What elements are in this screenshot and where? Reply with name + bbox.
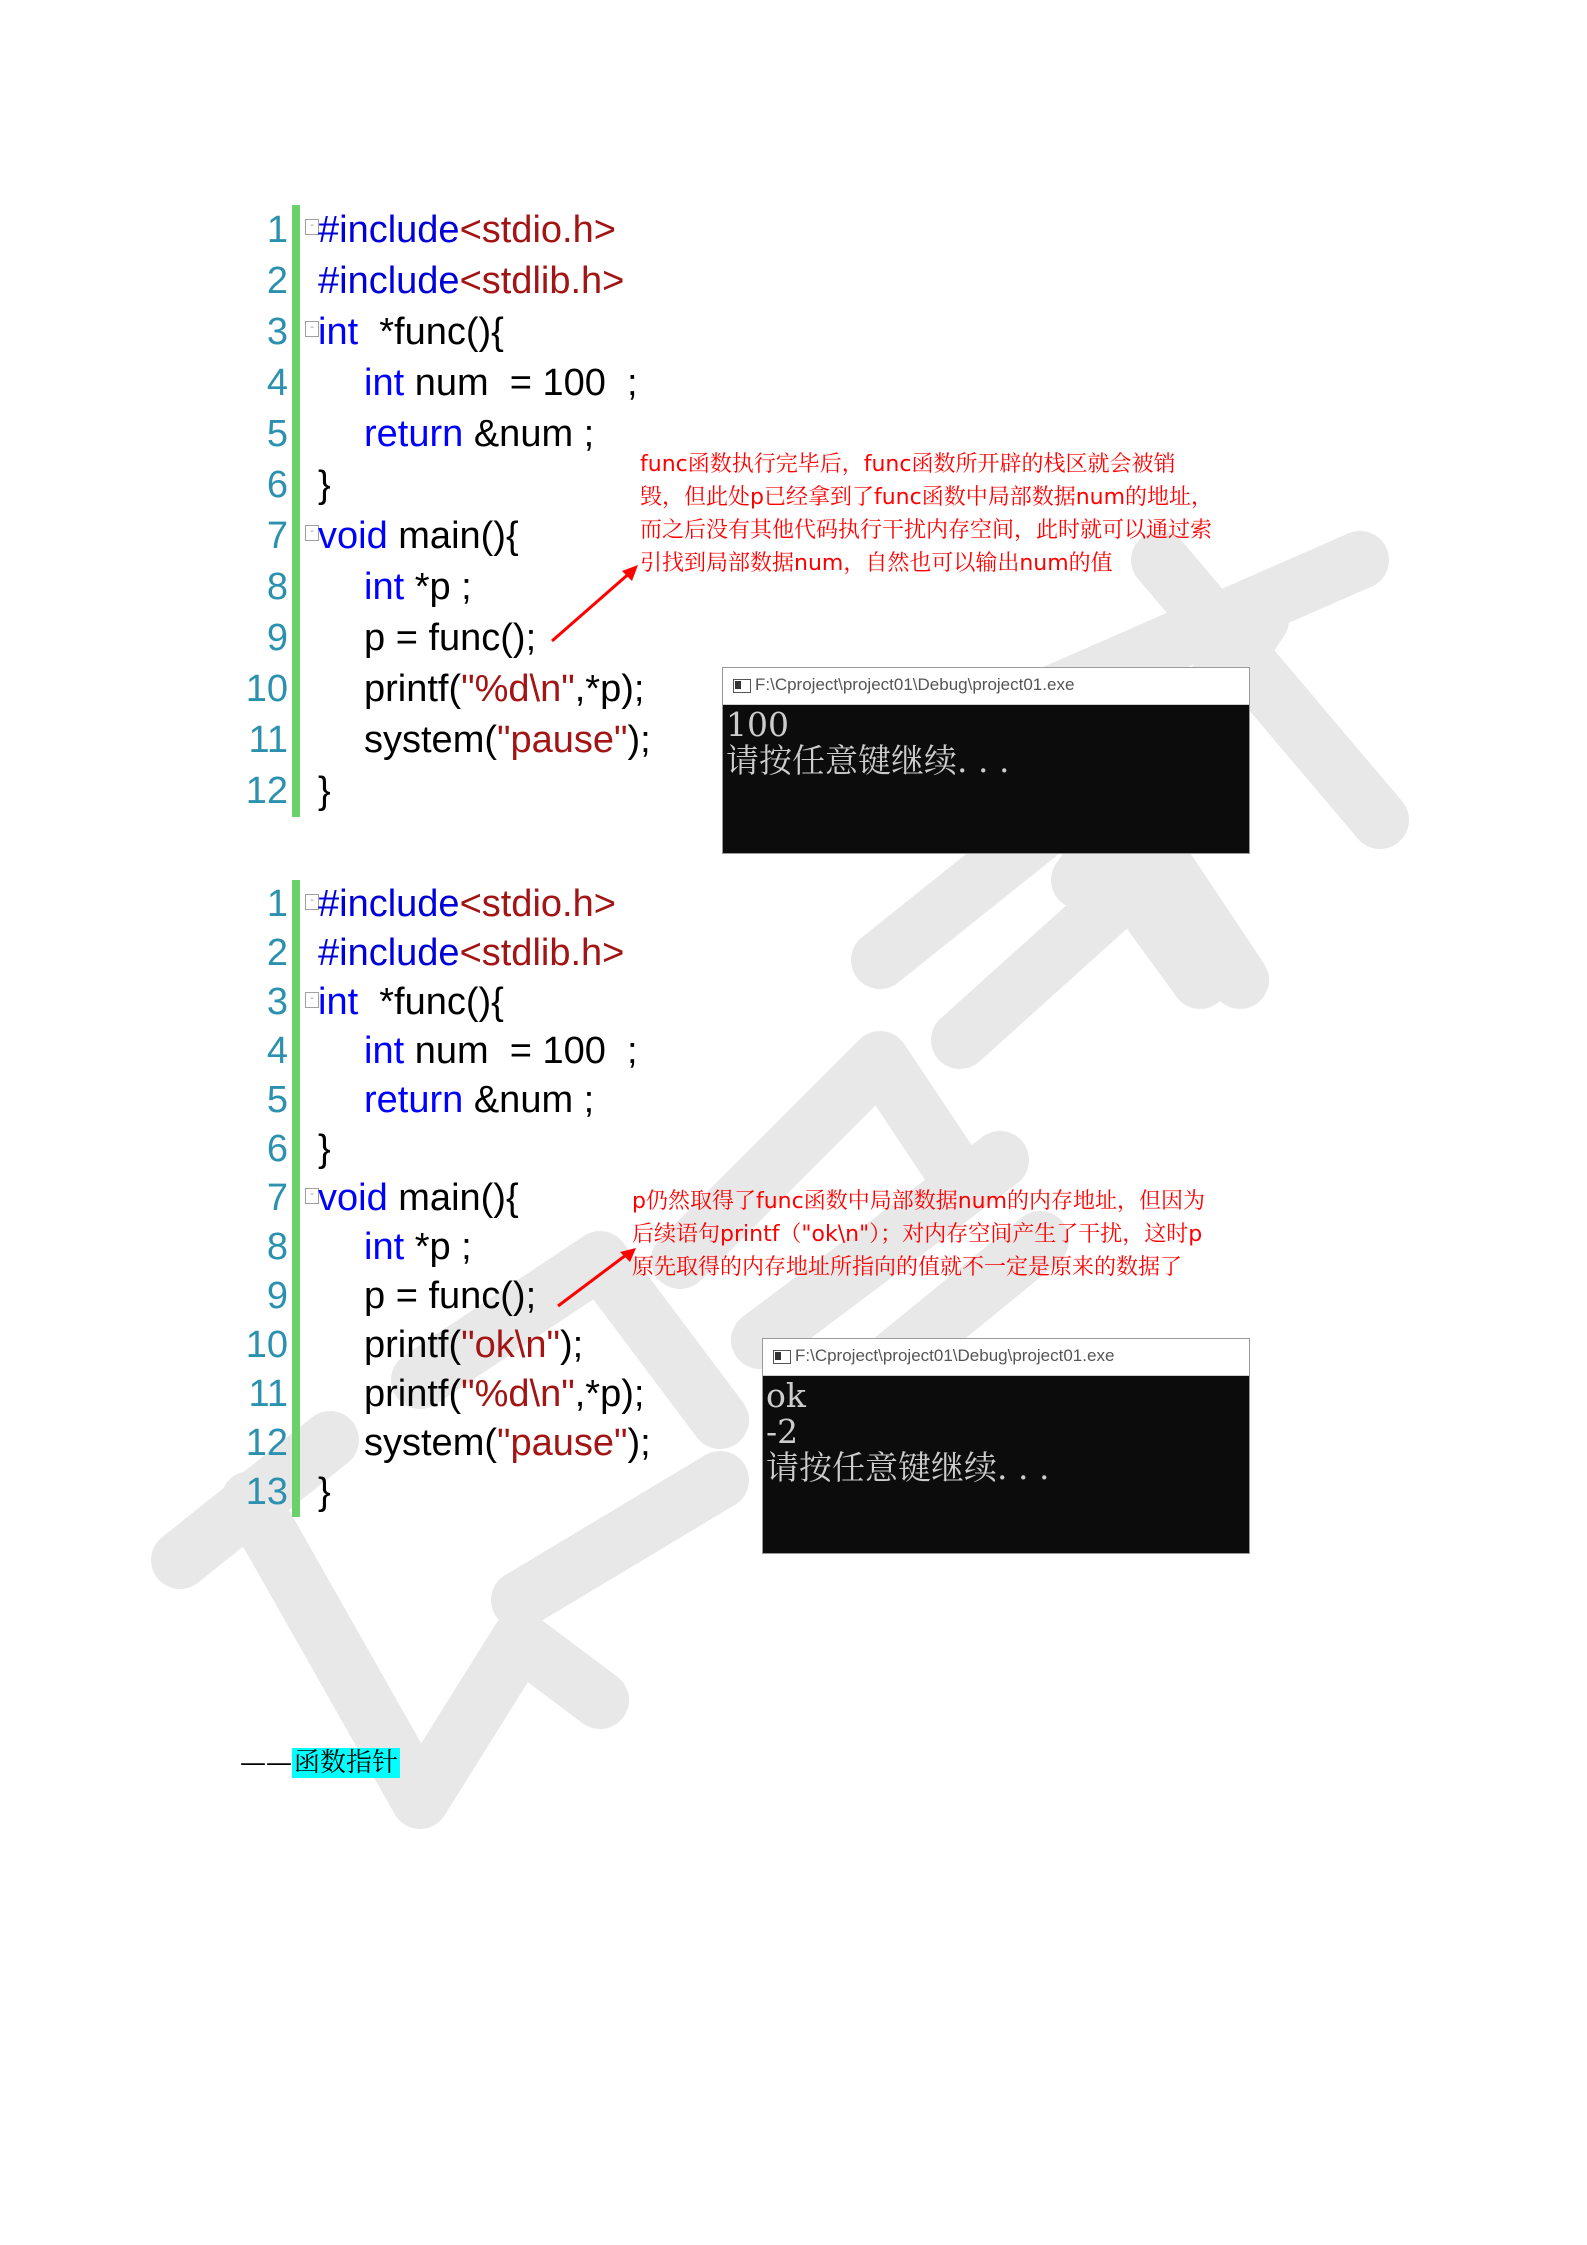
fold-toggle-icon[interactable]: - <box>305 219 319 235</box>
code-text <box>318 929 624 978</box>
code-text <box>364 1076 594 1125</box>
code-line <box>230 929 750 978</box>
heading-highlight-text: 函数指针 <box>294 1748 399 1778</box>
code-token: int <box>364 566 405 608</box>
code-token: *func(){ <box>358 981 504 1023</box>
line-number: 6 <box>266 464 288 506</box>
code-line <box>230 1027 750 1076</box>
console-output-line: 请按任意键继续. . . <box>726 741 1010 780</box>
code-token: <stdio.h> <box>459 209 616 251</box>
code-token: #include <box>318 883 460 925</box>
annotation-arrow-1 <box>540 555 650 655</box>
code-line <box>230 978 750 1027</box>
code-token: int <box>318 981 359 1023</box>
code-token: printf( <box>364 1324 462 1366</box>
code-text <box>318 511 519 562</box>
code-token: "pause" <box>497 1422 628 1464</box>
code-line <box>230 664 750 715</box>
code-token: int <box>318 311 359 353</box>
line-number: 2 <box>266 932 288 974</box>
code-line <box>230 256 750 307</box>
code-line <box>230 1321 750 1370</box>
code-token: int <box>364 1030 405 1072</box>
code-token: void <box>318 1177 388 1219</box>
code-text <box>364 562 472 613</box>
code-text <box>364 1370 644 1419</box>
fold-toggle-icon[interactable]: - <box>305 1188 319 1204</box>
line-number: 1 <box>266 883 288 925</box>
code-line <box>230 307 750 358</box>
code-token: *p ; <box>404 1226 472 1268</box>
code-text <box>364 1223 472 1272</box>
code-line <box>230 715 750 766</box>
console-output-line: 请按任意键继续. . . <box>766 1448 1050 1487</box>
code-token: #include <box>318 932 460 974</box>
fold-toggle-icon[interactable]: - <box>305 894 319 910</box>
code-line <box>230 880 750 929</box>
code-token: *func(){ <box>358 311 504 353</box>
code-text <box>318 205 616 256</box>
console-titlebar-2 <box>763 1339 1249 1376</box>
code-token: } <box>318 1471 331 1513</box>
code-token: return <box>364 1079 464 1121</box>
line-number: 12 <box>245 1422 288 1464</box>
code-text <box>318 460 331 511</box>
code-token: } <box>318 1128 331 1170</box>
section-heading <box>240 1745 400 1781</box>
code-token: #include <box>318 209 460 251</box>
console-output-line: 100 <box>726 705 789 744</box>
code-token: ,*p); <box>574 668 645 710</box>
code-line <box>230 358 750 409</box>
code-token: p = func(); <box>364 617 537 659</box>
annotation-1-text: func函数执行完毕后，func函数所开辟的栈区就会被销毁，但此处p已经拿到了func函数中局部数据num的地址，而之后没有其他代码执行干扰内存空间，此时就可以通过索引找到局部数据num，自然也可以输出num的值 <box>640 452 1214 576</box>
fold-toggle-icon[interactable]: - <box>305 321 319 337</box>
code-token: ); <box>627 719 651 761</box>
code-token: p = func(); <box>364 1275 537 1317</box>
code-token: int <box>364 362 405 404</box>
line-number: 2 <box>266 260 288 302</box>
code-line <box>230 1370 750 1419</box>
line-number: 9 <box>266 617 288 659</box>
code-text <box>318 256 624 307</box>
code-text <box>318 1468 331 1517</box>
console-window-1 <box>722 667 1250 854</box>
code-token: "%d\n" <box>461 668 575 710</box>
code-line <box>230 1076 750 1125</box>
code-token: num = 100 ; <box>404 362 638 404</box>
line-number: 3 <box>266 311 288 353</box>
code-token: system( <box>364 1422 497 1464</box>
code-text <box>318 1125 331 1174</box>
console-app-icon <box>733 679 751 693</box>
console-titlebar-1 <box>723 668 1249 705</box>
code-line <box>230 205 750 256</box>
code-token: num = 100 ; <box>404 1030 638 1072</box>
annotation-2-text: p仍然取得了func函数中局部数据num的内存地址，但因为后续语句printf（"ok\n"）；对内存空间产生了干扰，这时p原先取得的内存地址所指向的值就不一定是原来的数据了 <box>632 1189 1206 1280</box>
code-token: main(){ <box>387 1177 519 1219</box>
code-text <box>364 358 638 409</box>
code-token: system( <box>364 719 497 761</box>
code-token: &num ; <box>463 413 595 455</box>
code-token: #include <box>318 260 460 302</box>
code-token: *p ; <box>404 566 472 608</box>
code-token: printf( <box>364 668 462 710</box>
code-token: ,*p); <box>574 1373 645 1415</box>
code-line <box>230 766 750 817</box>
code-text <box>364 715 651 766</box>
line-number: 1 <box>266 209 288 251</box>
code-token: void <box>318 515 388 557</box>
code-text <box>364 613 536 664</box>
line-number: 8 <box>266 1226 288 1268</box>
annotation-1 <box>640 448 1218 580</box>
code-token: <stdlib.h> <box>459 932 625 974</box>
code-text <box>318 766 331 817</box>
line-number: 4 <box>266 362 288 404</box>
line-number: 5 <box>266 1079 288 1121</box>
code-text <box>364 1321 583 1370</box>
code-text <box>364 664 644 715</box>
line-number: 9 <box>266 1275 288 1317</box>
line-number: 10 <box>245 1324 288 1366</box>
line-number: 3 <box>266 981 288 1023</box>
line-number: 8 <box>266 566 288 608</box>
fold-toggle-icon[interactable]: - <box>305 525 319 541</box>
annotation-2 <box>632 1185 1212 1284</box>
line-number: 4 <box>266 1030 288 1072</box>
code-token: ); <box>627 1422 651 1464</box>
code-token: ); <box>559 1324 584 1366</box>
code-text <box>364 1419 651 1468</box>
watermark-text: 及辞多看书 <box>300 1692 350 1703</box>
heading-dash: —— <box>240 1748 292 1778</box>
code-line <box>230 1468 750 1517</box>
console-app-icon <box>773 1350 791 1364</box>
code-token: } <box>318 770 331 812</box>
code-token: printf( <box>364 1373 462 1415</box>
line-number: 7 <box>266 1177 288 1219</box>
code-token: main(){ <box>387 515 519 557</box>
code-token: int <box>364 1226 405 1268</box>
code-text <box>364 409 594 460</box>
console-output-line: -2 <box>766 1412 799 1451</box>
code-text <box>364 1272 536 1321</box>
code-text <box>318 978 504 1027</box>
line-number: 6 <box>266 1128 288 1170</box>
console-output-line: ok <box>766 1376 806 1415</box>
code-token: "ok\n" <box>461 1324 560 1366</box>
line-number: 11 <box>248 719 288 761</box>
code-token: "pause" <box>497 719 628 761</box>
console-window-2 <box>762 1338 1250 1554</box>
code-line <box>230 613 750 664</box>
code-token: } <box>318 464 331 506</box>
line-number: 12 <box>245 770 288 812</box>
line-number: 11 <box>248 1373 288 1415</box>
code-line <box>230 1125 750 1174</box>
console-title-2: F:\Cproject\project01\Debug\project01.exe <box>795 1346 1115 1365</box>
console-title-1: F:\Cproject\project01\Debug\project01.exe <box>755 675 1075 694</box>
line-number: 10 <box>245 668 288 710</box>
code-token: <stdio.h> <box>459 883 616 925</box>
code-text <box>318 880 616 929</box>
line-number: 5 <box>266 413 288 455</box>
annotation-arrow-2 <box>548 1240 648 1320</box>
code-text <box>364 1027 638 1076</box>
code-text <box>318 1174 519 1223</box>
code-line <box>230 1419 750 1468</box>
code-token: "%d\n" <box>461 1373 575 1415</box>
code-token: <stdlib.h> <box>459 260 625 302</box>
line-number: 7 <box>266 515 288 557</box>
fold-toggle-icon[interactable]: - <box>305 992 319 1008</box>
line-number: 13 <box>245 1471 288 1513</box>
code-token: return <box>364 413 464 455</box>
code-text <box>318 307 504 358</box>
code-token: &num ; <box>463 1079 595 1121</box>
